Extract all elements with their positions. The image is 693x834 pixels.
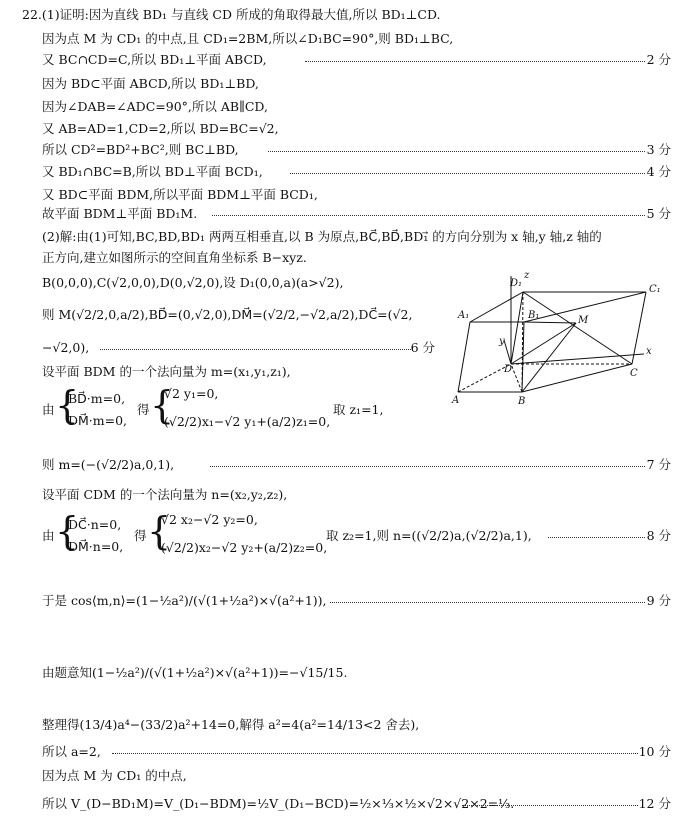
line-24-row [0,744,693,762]
line-4: 因为 BD⊂平面 ABCD,所以 BD₁⊥BD, [42,76,259,91]
line-23: 整理得(13/4)a⁴−(33/2)a²+14=0,解得 a²=4(a²=14/13<2 舍去), [42,717,420,732]
take-z1: 取 z₁=1, [333,402,384,417]
line-19: 设平面 CDM 的一个法向量为 n=(x₂,y₂,z₂), [42,487,288,502]
edge-a1d1 [470,292,523,322]
y-axis [504,340,511,364]
line-18: 则 m=(−(√2/2)a,0,1), [42,457,175,472]
edge-dm [511,323,576,364]
edge-c1c [632,292,646,364]
take-z2: 取 z₂=1,则 n=((√2/2)a,(√2/2)a,1), [326,528,532,543]
eq-dm-m: DM⃗·m=0, [68,413,128,428]
score-10: 10 分 [638,744,671,759]
line-21-row [0,593,693,611]
line-3-row [0,52,693,70]
label-c: C [630,368,638,379]
line-1: 22.(1)证明:因为直线 BD₁ 与直线 CD 所成的角取得最大值,所以 BD₁⊥CD. [22,7,441,22]
label-d1: D₁ [510,278,523,289]
line-7-row [0,142,693,160]
line-20-row [0,528,693,546]
label-d: D [504,364,513,375]
score-8: 8 分 [646,528,671,543]
line-2: 因为点 M 为 CD₁ 的中点,且 CD₁=2BM,所以∠D₁BC=90°,则 BD₁⊥BC, [42,31,454,46]
line-24: 所以 a=2, [42,744,101,759]
eq-y1: √2 y₁=0, [164,386,219,401]
geometry-figure [448,268,678,408]
eq-dm-n: DM⃗·n=0, [68,539,124,554]
line-6: 又 AB=AD=1,CD=2,所以 BD=BC=√2, [42,121,279,136]
score-5: 5 分 [646,206,671,221]
label-a1: A₁ [458,310,470,321]
line-22: 由题意知(1−½a²)/(√(1+½a²)×√(a²+1))=−√15/15. [42,665,348,680]
score-7: 7 分 [646,457,671,472]
edge-bc [522,364,632,392]
line-7: 所以 CD²=BD²+BC²,则 BC⊥BD, [42,142,239,157]
edge-bd [511,364,522,392]
edge-bm [522,323,576,392]
left-brace: { [150,383,175,427]
edge-a1a [458,322,470,392]
line-8-row [0,164,693,182]
line-10-row [0,206,693,224]
line-3: 又 BC∩CD=C,所以 BD₁⊥平面 ABCD, [42,52,267,67]
line-16: 设平面 BDM 的一个法向量为 m=(x₁,y₁,z₁), [42,364,291,379]
eq-x2-y2: √2 x₂−√2 y₂=0, [161,512,258,527]
label-c1: C₁ [649,284,661,295]
line-15: −√2,0), [42,340,90,355]
line-26-row [0,796,693,814]
label-z: z [524,270,530,281]
eq-x1-z1: (√2/2)x₁−√2 y₁+(a/2)z₁=0, [164,414,331,429]
score-12: 12 分 [638,796,671,811]
score-3: 3 分 [646,142,671,157]
label-a: A [452,395,460,406]
label-m: M [578,315,589,326]
score-9: 9 分 [646,593,671,608]
line-13: B(0,0,0),C(√2,0,0),D(0,√2,0),设 D₁(0,0,a)(a>√2), [42,275,344,290]
line-26: 所以 V_(D−BD₁M)=V_(D₁−BDM)=½V_(D₁−BCD)=½×⅓×½×√2×√2×2=⅓. [42,796,515,811]
label-y: y [499,336,505,347]
line-11: (2)解:由(1)可知,BC,BD,BD₁ 两两互相垂直,以 B 为原点,BC⃗,BD⃗,BD₁⃗ 的方向分别为 x 轴,y 轴,z 轴的 [42,229,602,244]
label-b: B [518,396,526,407]
line-14: 则 M(√2/2,0,a/2),BD⃗=(0,√2,0),DM⃗=(√2/2,−√2,a/2),DC⃗=(√2, [42,307,413,322]
left-brace: { [55,383,80,427]
score-2: 2 分 [646,52,671,67]
line-18-row [0,457,693,475]
line-9: 又 BD⊂平面 BDM,所以平面 BDM⊥平面 BCD₁, [42,187,318,202]
label-b1: B₁ [528,310,540,321]
line-12: 正方向,建立如图所示的空间直角坐标系 B−xyz. [42,250,307,265]
eq-x2-z2: (√2/2)x₂−√2 y₂+(a/2)z₂=0, [161,540,328,555]
edge-d1d [511,292,523,364]
eq-dc-n: DC⃗·n=0, [68,517,122,532]
label-x: x [646,346,652,357]
line-10: 故平面 BDM⊥平面 BD₁M. [42,206,198,221]
line-5: 因为∠DAB=∠ADC=90°,所以 AB∥CD, [42,99,268,114]
eq-bd-m: BD⃗·m=0, [68,391,126,406]
left-brace: { [147,509,172,553]
score-4: 4 分 [646,164,671,179]
line-21: 于是 cos⟨m,n⟩=(1−½a²)/(√(1+½a²)×√(a²+1)), [42,593,327,608]
left-brace: { [55,509,80,553]
score-6: 6 分 [410,340,435,355]
line-8: 又 BD₁∩BC=B,所以 BD⊥平面 BCD₁, [42,164,263,179]
edge-d1c [523,292,632,364]
line-25: 因为点 M 为 CD₁ 的中点, [42,768,187,783]
